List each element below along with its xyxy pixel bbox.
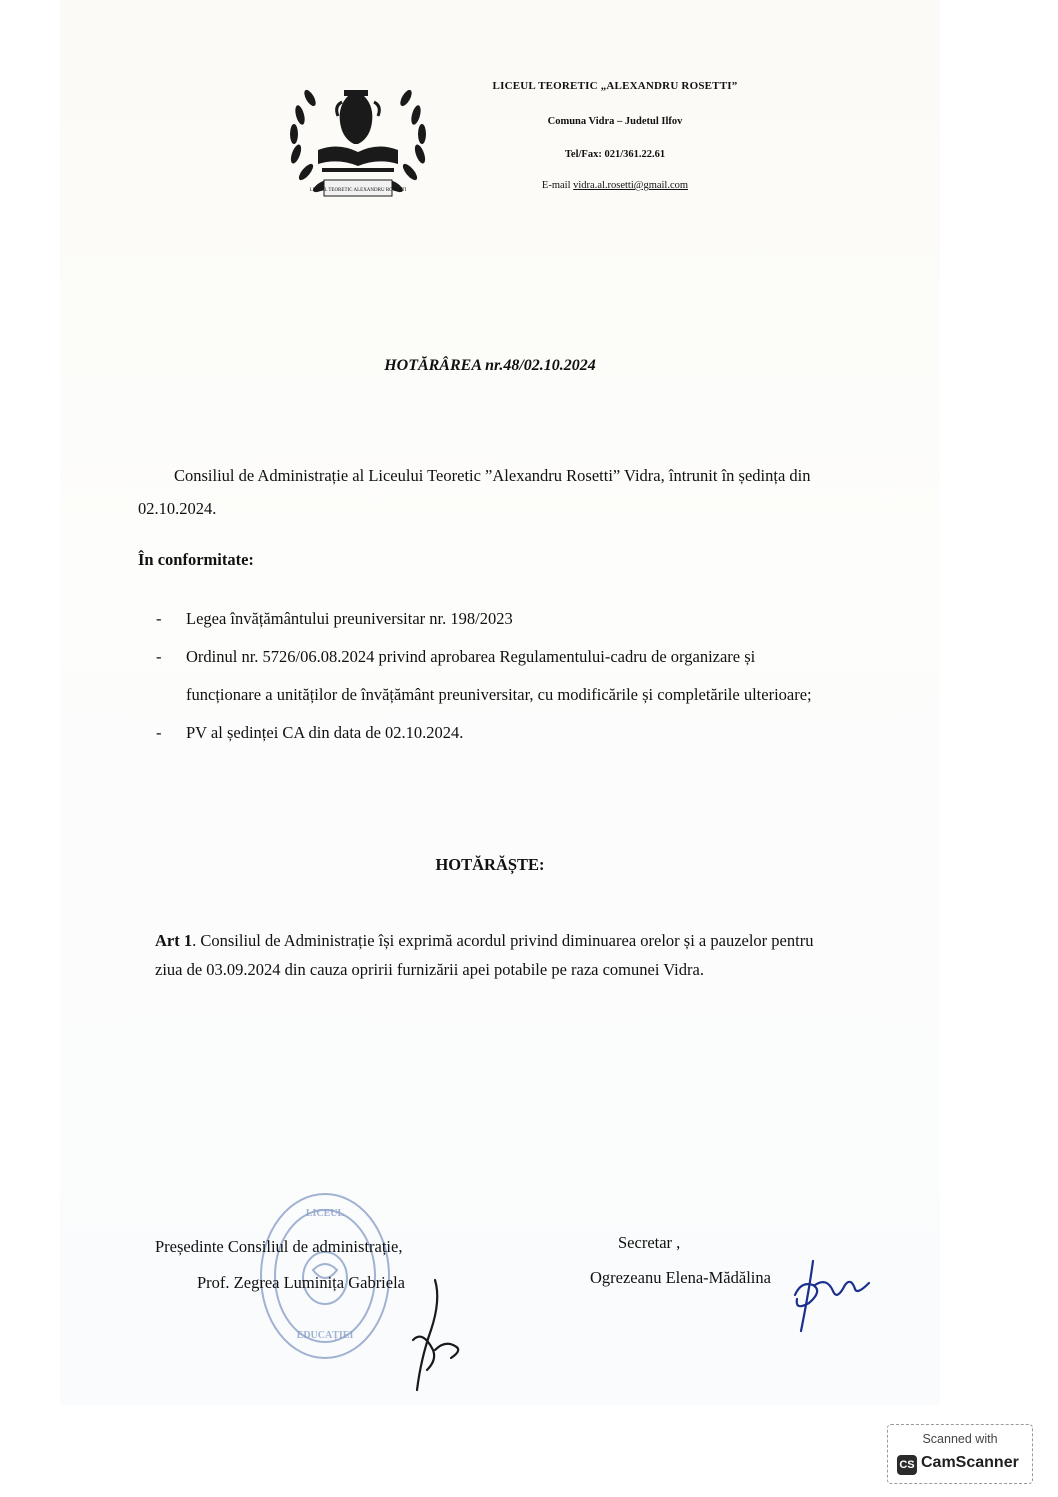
school-phone: Tel/Fax: 021/361.22.61	[564, 149, 666, 160]
secretary-signature-icon	[785, 1255, 885, 1340]
president-signature-icon	[395, 1270, 475, 1410]
conformity-list	[150, 600, 820, 752]
camscanner-brand: CamScanner	[921, 1454, 1019, 1471]
svg-text:EDUCAȚIEI: EDUCAȚIEI	[296, 1330, 354, 1341]
secretary-name: Ogrezeanu Elena-Mădălina	[590, 1268, 771, 1287]
school-email-line	[445, 180, 785, 191]
president-name: Prof. Zegrea Luminița Gabriela	[197, 1273, 405, 1292]
scanned-with-label: Scanned with	[922, 1432, 998, 1446]
email-link[interactable]: vidra.al.rosetti@gmail.com	[573, 180, 689, 191]
bullet-dash: -	[156, 647, 162, 666]
article-1	[155, 926, 835, 984]
intro-paragraph: Consiliul de Administrație al Liceului Teoretic ”Alexandru Rosetti” Vidra, întrunit în ședința din 02.10.2024.	[138, 466, 811, 518]
list-item	[150, 600, 820, 638]
list-item-text: Legea învățământului preuniversitar nr. 198/2023	[186, 609, 513, 628]
decides-heading: HOTĂRĂȘTE:	[435, 855, 545, 874]
logo-label: LICEUL TEORETIC ALEXANDRU ROSETTI	[309, 188, 407, 193]
secretary-role: Secretar ,	[618, 1233, 681, 1252]
svg-text:LICEUL: LICEUL	[305, 1208, 345, 1219]
article-label: Art 1	[155, 931, 193, 950]
list-item-text: Ordinul nr. 5726/06.08.2024 privind aprobarea Regulamentului-cadru de organizare și funcționare a unităților de învățământ preuniversitar, cu modificările și completările ulterioare;	[186, 647, 812, 704]
camscanner-icon: CS	[897, 1455, 917, 1475]
school-locality: Comuna Vidra – Judetul Ilfov	[547, 116, 683, 127]
president-role: Președinte Consiliul de administrație,	[155, 1237, 403, 1256]
list-item-text: PV al ședinței CA din data de 02.10.2024.	[186, 723, 464, 742]
decision-title: HOTĂRÂREA nr.48/02.10.2024	[384, 357, 596, 374]
school-name: LICEUL TEORETIC „ALEXANDRU ROSETTI”	[492, 80, 738, 92]
camscanner-badge	[887, 1424, 1033, 1484]
bullet-dash: -	[156, 609, 162, 628]
school-logo-icon	[282, 70, 434, 208]
list-item	[150, 638, 820, 714]
conformity-heading: În conformitate:	[138, 550, 254, 569]
email-label: E-mail	[541, 180, 574, 191]
list-item	[150, 714, 820, 752]
bullet-dash: -	[156, 723, 162, 742]
article-text: . Consiliul de Administrație își exprimă acordul privind diminuarea orelor și a pauzelor pentru ziua de 03.09.2024 din cauza opririi furnizării apei potabile pe raza comunei Vidra.	[155, 931, 814, 979]
